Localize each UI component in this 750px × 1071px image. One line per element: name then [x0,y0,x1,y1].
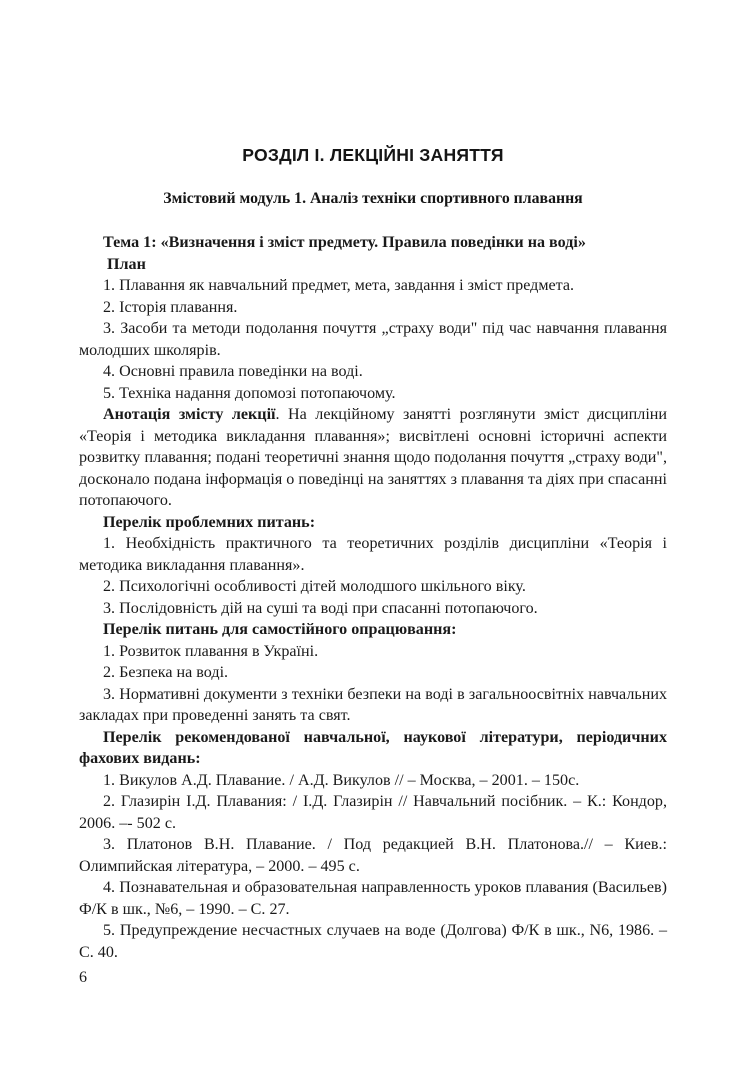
annotation-label: Анотація змісту лекції [103,406,276,423]
page-number: 6 [79,969,87,986]
plan-item-1: 1. Плавання як навчальний предмет, мета, завдання і зміст предмета. [103,277,575,294]
problems-heading: Перелік проблемних питань: [103,513,316,531]
literature-item-4: 4. Познавательная и образовательная направленность уроков плавания (Васильев) Ф/К в шк., №6, – 1990. – С. 27. [79,879,667,918]
document-body [79,232,667,963]
selfstudy-item-3: 3. Нормативні документи з техніки безпеки на воді в загальноосвітніх навчальних закладах при проведенні занять та свят. [79,685,667,724]
plan-item-2: 2. Історія плавання. [103,298,238,316]
annotation-text: . На лекційному занятті розглянути зміст дисципліни «Теорія і методика викладання плавання»; висвітлені основні історичні аспекти розвитку плавання; подані теоретичні знання щодо подолання почуття „страху води", досконало подана інформація о поведінці на заняттях з плавання та діях при спасанні потопаючого. [79,406,668,509]
literature-item-2: 2. Глазирін І.Д. Плавания: / І.Д. Глазирін // Навчальний посібник. – К.: Кондор, 2006. –- 502 с. [79,793,667,832]
document-page [79,0,667,1071]
plan-item-3: 3. Засоби та методи подолання почуття „страху води" під час навчання плавання молодших школярів. [79,320,667,359]
problems-item-3: 3. Послідовність дій на суші та воді при спасанні потопаючого. [103,599,538,617]
selfstudy-heading: Перелік питань для самостійного опрацювання: [103,621,457,638]
selfstudy-item-2: 2. Безпека на воді. [103,664,229,681]
annotation-paragraph [79,404,667,512]
literature-item-1: 1. Викулов А.Д. Плавание. / А.Д. Викулов // – Москва, – 2001. – 150с. [103,771,580,789]
plan-item-5: 5. Техніка надання допомозі потопаючому. [103,384,396,402]
chapter-title: РОЗДІЛ І. ЛЕКЦІЙНІ ЗАНЯТТЯ [242,145,504,165]
theme-title: Тема 1: «Визначення і зміст предмету. Правила поведінки на воді» [103,234,586,251]
plan-item-4: 4. Основні правила поведінки на воді. [103,363,363,380]
literature-item-5: 5. Предупреждение несчастных случаев на воде (Долгова) Ф/К в шк., N6, 1986. – С. 40. [79,922,667,961]
literature-heading: Перелік рекомендованої навчальної, наукової літератури, періодичних фахових видань: [79,728,667,767]
selfstudy-item-1: 1. Розвиток плавання в Україні. [103,642,319,660]
problems-item-1: 1. Необхідність практичного та теоретичних розділів дисципліни «Теорія і методика викладання плавання». [79,535,667,574]
module-title: Змістовий модуль 1. Аналіз техніки спортивного плавання [163,190,583,207]
problems-item-2: 2. Психологічні особливості дітей молодшого шкільного віку. [103,578,526,595]
plan-heading: План [107,255,146,273]
literature-item-3: 3. Платонов В.Н. Плавание. / Под редакцией В.Н. Платонова.// – Киев.: Олимпийская література, – 2000. – 495 с. [79,836,667,875]
